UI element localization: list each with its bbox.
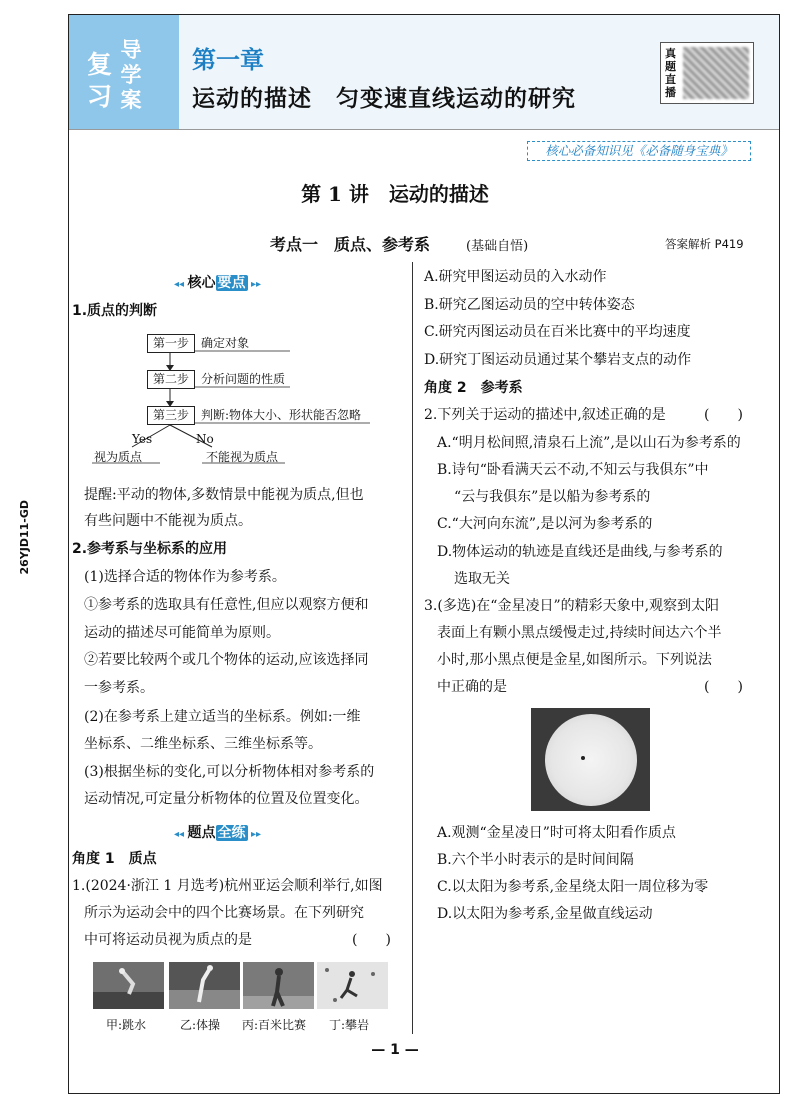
q3-line-3: 小时,那小黑点便是金星,如图所示。下列说法 (437, 652, 712, 668)
flow-step-2: 第二步 (147, 370, 195, 389)
practice-heading (174, 822, 261, 842)
section-2-heading: 2.参考系与坐标系的应用 (72, 541, 228, 557)
kaodian-title: 考点一 质点、参考系 (270, 235, 431, 254)
flow-yes-result: 视为质点 (94, 450, 143, 464)
heading-highlight: 要点 (217, 275, 246, 291)
q1-line-1: 1.(2024·浙江 1 月选考)杭州亚运会顺利举行,如图 (72, 878, 383, 894)
q1-option-a: A.研究甲图运动员的入水动作 (424, 269, 607, 285)
transit-of-venus-photo (531, 708, 650, 811)
para-7: 坐标系、二维坐标系、三维坐标系等。 (84, 736, 322, 752)
q2-option-d-line-2: 选取无关 (454, 571, 510, 587)
flow-no: No (196, 432, 214, 446)
photo-gymnastics (169, 962, 240, 1009)
header-an: 案 (120, 88, 142, 112)
caption-diving: 甲:跳水 (106, 1018, 147, 1032)
para-6: (2)在参考系上建立适当的坐标系。例如:一维 (84, 709, 361, 725)
photo-diving (93, 962, 164, 1009)
q3-line-4: 中正确的是 (437, 679, 507, 695)
core-points-heading (174, 272, 261, 292)
header-dao: 导 (120, 38, 142, 62)
flow-step-3: 第三步 (147, 406, 195, 425)
photo-sprint (243, 962, 314, 1009)
chapter-number: 第一章 (192, 46, 264, 74)
photo-climbing (317, 962, 388, 1009)
flow-step-3-desc: 判断:物体大小、形状能否忽略 (201, 408, 362, 422)
caption-climbing: 丁:攀岩 (329, 1018, 370, 1032)
qr-code-box[interactable] (660, 42, 754, 104)
q2-answer-paren: ( ) (704, 407, 743, 423)
q3-option-a: A.观测“金星凌日”时可将太阳看作质点 (437, 825, 676, 841)
qr-label: 真题直播 (665, 47, 676, 99)
q2-option-d-line-1: D.物体运动的轨迹是直线还是曲线,与参考系的 (437, 544, 723, 560)
column-divider (412, 262, 413, 1034)
q2-option-a: A.“明月松间照,清泉石上流”,是以山石为参考系的 (437, 435, 741, 451)
lecture-title: 第 1 讲 运动的描述 (301, 182, 489, 206)
q1-option-d: D.研究丁图运动员通过某个攀岩支点的动作 (424, 352, 692, 368)
para-8: (3)根据坐标的变化,可以分析物体相对参考系的 (84, 764, 375, 780)
para-2: ①参考系的选取具有任意性,但应以观察方便和 (84, 597, 369, 613)
right-arrow-icon: ▸▸ (247, 829, 262, 840)
left-arrow-icon: ◂◂ (174, 829, 188, 840)
heading-pre: 核心 (187, 275, 216, 291)
angle-1-heading: 角度 1 质点 (72, 851, 157, 867)
flow-step-2-desc: 分析问题的性质 (201, 372, 286, 386)
angle-2-heading: 角度 2 参考系 (424, 380, 523, 396)
q1-option-b: B.研究乙图运动员的空中转体姿态 (424, 297, 635, 313)
flow-no-result: 不能视为质点 (206, 450, 279, 464)
header-divider (69, 129, 779, 130)
q3-option-d: D.以太阳为参考系,金星做直线运动 (437, 906, 653, 922)
side-code: 26YJD11-GD (18, 500, 31, 575)
q2-option-b-line-2: “云与我俱东”是以船为参考系的 (454, 489, 651, 505)
caption-sprint: 丙:百米比赛 (242, 1018, 307, 1032)
section-1-heading: 1.质点的判断 (72, 303, 158, 319)
flow-step-1: 第一步 (147, 334, 195, 353)
venus-dot (581, 756, 585, 760)
para-5: 一参考系。 (84, 680, 154, 696)
qr-code-image[interactable] (683, 47, 749, 99)
answer-reference: 答案解析 P419 (665, 237, 744, 251)
header-xue: 学 (120, 63, 142, 87)
flow-step-1-desc: 确定对象 (201, 336, 250, 350)
kaodian-subtitle: (基础自悟) (466, 239, 529, 254)
q1-line-3: 中可将运动员视为质点的是 (84, 932, 252, 948)
q3-option-c: C.以太阳为参考系,金星绕太阳一周位移为零 (437, 879, 709, 895)
q2-option-b-line-1: B.诗句“卧看满天云不动,不知云与我俱东”中 (437, 462, 709, 478)
para-1: (1)选择合适的物体作为参考系。 (84, 569, 286, 585)
caption-gymnastics: 乙:体操 (180, 1018, 221, 1032)
right-arrow-icon: ▸▸ (247, 279, 262, 290)
header-fuxi-2: 习 (87, 82, 113, 111)
sun-disk (545, 714, 637, 806)
header-fuxi-1: 复 (87, 50, 113, 79)
q1-line-2: 所示为运动会中的四个比赛场景。在下列研究 (84, 905, 364, 921)
para-9: 运动情况,可定量分析物体的位置及位置变化。 (84, 791, 369, 807)
q1-answer-paren: ( ) (352, 932, 391, 948)
chapter-title: 运动的描述 匀变速直线运动的研究 (192, 86, 576, 112)
page-number: — 1 — (371, 1042, 419, 1058)
q3-line-1: 3.(多选)在“金星凌日”的精彩天象中,观察到太阳 (424, 598, 720, 614)
para-3: 运动的描述尽可能简单为原则。 (84, 625, 280, 641)
para-4: ②若要比较两个或几个物体的运动,应该选择同 (84, 652, 369, 668)
core-knowledge-note: 核心必备知识见《必备随身宝典》 (527, 141, 751, 161)
q2-option-c: C.“大河向东流”,是以河为参考系的 (437, 516, 653, 532)
q3-line-2: 表面上有颗小黑点缓慢走过,持续时间达六个半 (437, 625, 722, 641)
flow-yes: Yes (132, 432, 153, 446)
q3-option-b: B.六个半小时表示的是时间间隔 (437, 852, 634, 868)
header-badge (69, 15, 179, 129)
heading-pre: 题点 (187, 825, 216, 841)
q3-answer-paren: ( ) (704, 679, 743, 695)
q1-option-c: C.研究丙图运动员在百米比赛中的平均速度 (424, 324, 691, 340)
heading-highlight: 全练 (217, 825, 246, 841)
tip-line-1: 提醒:平动的物体,多数情景中能视为质点,但也 (84, 487, 364, 503)
tip-line-2: 有些问题中不能视为质点。 (84, 513, 252, 529)
q2-stem: 2.下列关于运动的描述中,叙述正确的是 (424, 407, 666, 423)
left-arrow-icon: ◂◂ (174, 279, 188, 290)
